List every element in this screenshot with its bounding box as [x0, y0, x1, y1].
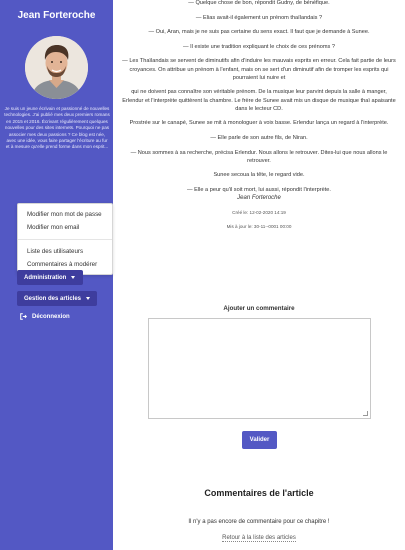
author-bio: Je suis un jeune écrivain et passionné de nouvelles technologies. J'ai publié mes deux premiers romans en 2015 et 2016. Écrivant régulièrement quelques nouvelles pour des sites internets. Pourquoi ne pas associer mes deux passions ? Ce blog est née, avec une idée, vous faire partager l'écriture au fur et à mesure qu'elle prend forme dans mon esprit...: [4, 106, 110, 150]
article-paragraph: — Elle a peur qu'il soit mort, lui aussi, répondit l'interprète.: [187, 186, 331, 193]
articles-management-button[interactable]: [17, 291, 97, 306]
avatar-portrait-icon: [25, 36, 88, 99]
menu-item-user-list[interactable]: Liste des utilisateurs: [27, 248, 84, 255]
administration-button[interactable]: [17, 270, 83, 285]
caret-down-icon: [71, 276, 75, 279]
article-body: [121, 0, 397, 238]
menu-divider: [18, 239, 112, 240]
menu-item-change-email[interactable]: Modifier mon email: [27, 224, 80, 231]
submit-comment-button[interactable]: Valider: [242, 431, 277, 449]
article-paragraph: qui ne doivent pas connaître son véritable prénom. De la musique leur parvint depuis la salle à manger, Erlendur et l'interprète quittèrent la chambre. Le frère de Sunee avait mis un disque de musique thaï apaisante dans le lecteur CD.: [122, 89, 396, 112]
add-comment-title: Ajouter un commentaire: [223, 305, 295, 312]
article-paragraph: — Oui, Aran, mais je ne suis pas certaine du sens exact. Il faut que je demande à Sunee.: [148, 29, 370, 36]
back-to-articles-label: Retour à la liste des articles: [222, 535, 296, 541]
main-content: [113, 0, 405, 550]
logout-label: Déconnexion: [32, 313, 70, 320]
article-signature: Jean Forteroche: [237, 195, 281, 202]
sign-out-icon: [20, 313, 27, 320]
articles-management-label: Gestion des articles: [24, 295, 82, 302]
article-paragraph: Sunee secoua la tête, le regard vide.: [213, 172, 305, 179]
article-paragraph: — Les Thaïlandais se servent de diminutifs afin d'induire les mauvais esprits en erreur. Cela fait partie de leurs croyances. On attribue un prénom à l'enfant, mais on se sert d'un diminutif afin de tromper les esprits qui pourraient lui nuire et: [122, 58, 396, 81]
article-updated-date: Mis à jour le: 30-11--0001 00:00: [226, 224, 292, 230]
comment-textarea[interactable]: [148, 318, 371, 419]
article-created-date: Créé le: 12-02-2020 14:19: [232, 209, 286, 215]
avatar: [25, 36, 88, 99]
menu-item-change-password[interactable]: Modifier mon mot de passe: [27, 211, 102, 218]
author-name: Jean Forteroche: [17, 10, 96, 21]
menu-item-comments-to-moderate[interactable]: Commentaires à modérer: [27, 261, 98, 268]
no-comments-message: Il n'y a pas encore de commentaire pour ce chapitre !: [188, 519, 330, 525]
article-paragraph: — Elias avait-il également un prénom thaïlandais ?: [195, 14, 323, 21]
administration-label: Administration: [24, 274, 67, 281]
back-to-articles-link[interactable]: [113, 535, 405, 541]
logout-link[interactable]: [20, 313, 70, 320]
comments-heading: Commentaires de l'article: [204, 488, 314, 498]
article-paragraph: — Elle parle de son autre fils, de Niran.: [210, 134, 308, 141]
sidebar: [0, 0, 113, 550]
article-paragraph: — Quelque chose de bon, répondit Gudny, de bénéfique.: [188, 0, 330, 6]
caret-down-icon: [86, 297, 90, 300]
article-paragraph: — Nous sommes à sa recherche, précisa Erlendur. Nous allons le retrouver. Dites-lui que nous allons le retrouver.: [130, 149, 388, 164]
account-dropdown-menu: [17, 203, 113, 275]
resize-handle-icon[interactable]: [363, 411, 368, 416]
article-paragraph: Prostrée sur le canapé, Sunee se mit à monologuer à voix basse. Erlendur lança un regard à l'interprète.: [129, 120, 389, 127]
article-paragraph: — Il existe une tradition expliquant le choix de ces prénoms ?: [182, 43, 336, 50]
